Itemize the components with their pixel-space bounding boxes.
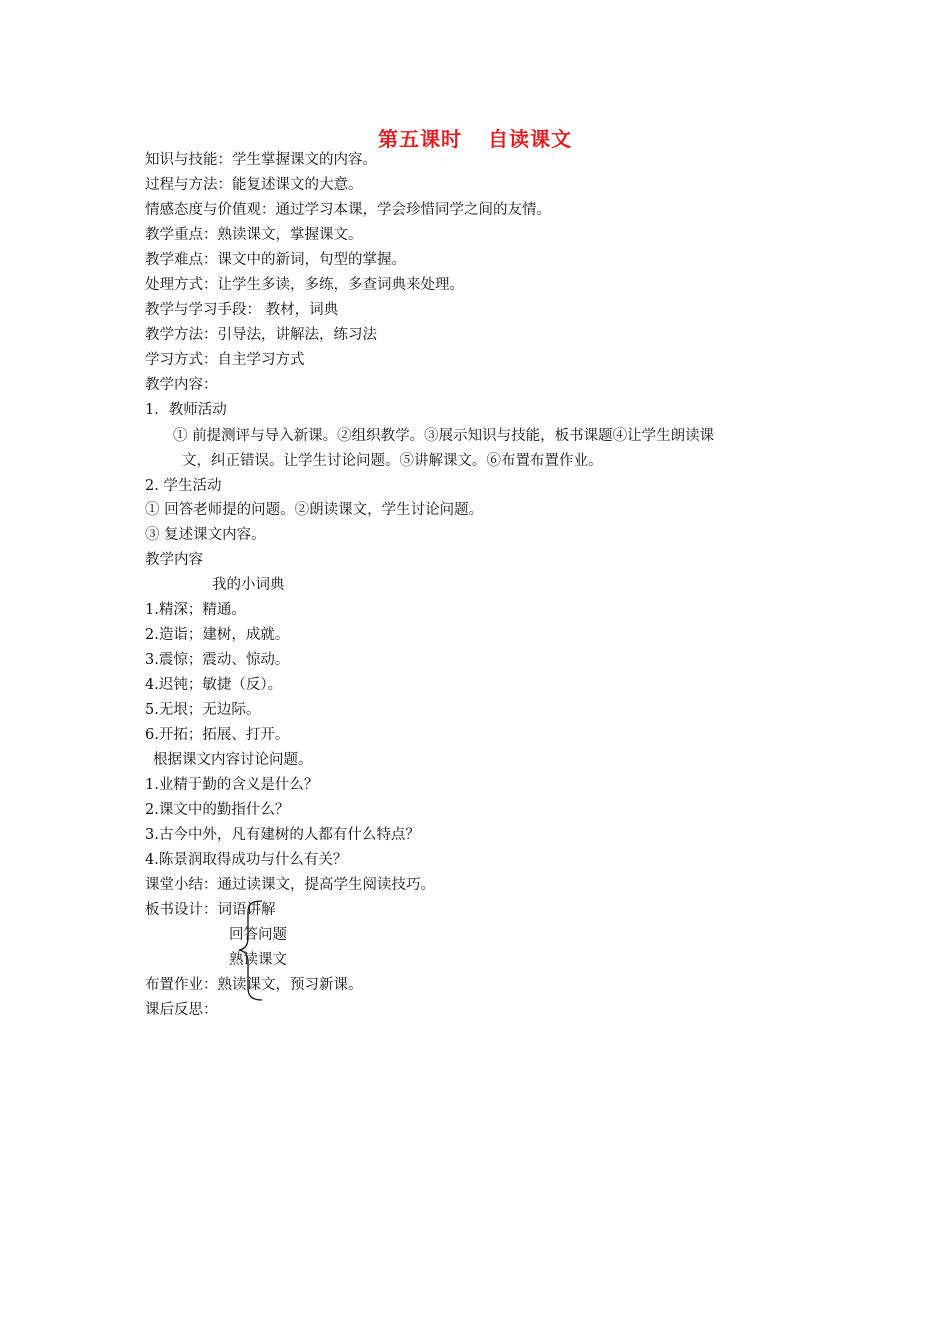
- glossary-item: 5.无垠；无边际。: [145, 702, 261, 718]
- objective-knowledge: 知识与技能：学生掌握课文的内容。: [145, 152, 377, 168]
- glossary-item: 2.造诣；建树，成就。: [145, 627, 290, 643]
- board-design-brace: [236, 900, 266, 1002]
- post-class-reflection: 课后反思：: [145, 1002, 218, 1018]
- teaching-means: 教学与学习手段： 教材，词典: [145, 302, 339, 318]
- teaching-focus: 教学重点：熟读课文，掌握课文。: [145, 227, 363, 243]
- homework: 布置作业：熟读课文，预习新课。: [145, 977, 363, 993]
- teaching-content-heading: 教学内容：: [145, 377, 218, 393]
- title-part-2: 自读课文: [488, 127, 572, 151]
- glossary-item: 6.开拓；拓展、打开。: [145, 727, 290, 743]
- objective-process: 过程与方法：能复述课文的大意。: [145, 177, 363, 193]
- document-title: [0, 123, 950, 152]
- teacher-activity-line-1: ① 前提测评与导入新课。②组织教学。③展示知识与技能，板书课题④让学生朗读课: [173, 428, 715, 444]
- glossary-item: 4.迟钝；敏捷（反）。: [145, 677, 283, 693]
- teacher-activity-heading: 1．教师活动: [145, 402, 227, 418]
- learning-style: 学习方式：自主学习方式: [145, 352, 305, 368]
- class-summary: 课堂小结：通过读课文，提高学生阅读技巧。: [145, 877, 435, 893]
- discussion-question: 1.业精于勤的含义是什么？: [145, 777, 319, 793]
- glossary-item: 1.精深；精通。: [145, 602, 246, 618]
- discussion-question: 2.课文中的勤指什么？: [145, 802, 290, 818]
- title-part-1: 第五课时: [378, 127, 462, 151]
- student-activity-line-2: ③ 复述课文内容。: [145, 527, 266, 543]
- objective-attitude: 情感态度与价值观：通过学习本课，学会珍惜同学之间的友情。: [145, 202, 551, 218]
- glossary-heading: 我的小词典: [212, 577, 285, 593]
- student-activity-heading: 2. 学生活动: [145, 478, 222, 494]
- student-activity-line-1: ① 回答老师提的问题。②朗读课文，学生讨论问题。: [145, 502, 484, 518]
- teaching-method: 教学方法：引导法，讲解法，练习法: [145, 327, 377, 343]
- discussion-question: 4.陈景润取得成功与什么有关？: [145, 852, 348, 868]
- handling-method: 处理方式：让学生多读，多练，多查词典来处理。: [145, 277, 464, 293]
- board-design-line-1: 板书设计：词语讲解: [145, 902, 276, 918]
- discussion-question: 3.古今中外，凡有建树的人都有什么特点？: [145, 827, 420, 843]
- glossary-item: 3.震惊；震动、惊动。: [145, 652, 290, 668]
- teaching-difficulty: 教学难点：课文中的新词，句型的掌握。: [145, 252, 406, 268]
- teacher-activity-line-2: 文，纠正错误。让学生讨论问题。⑤讲解课文。⑥布置布置作业。: [182, 453, 603, 469]
- discussion-heading: 根据课文内容讨论问题。: [153, 752, 313, 768]
- board-design-line-3: 熟读课文: [229, 952, 287, 968]
- board-design-line-2: 回答问题: [229, 927, 287, 943]
- teaching-content-label: 教学内容: [145, 552, 203, 568]
